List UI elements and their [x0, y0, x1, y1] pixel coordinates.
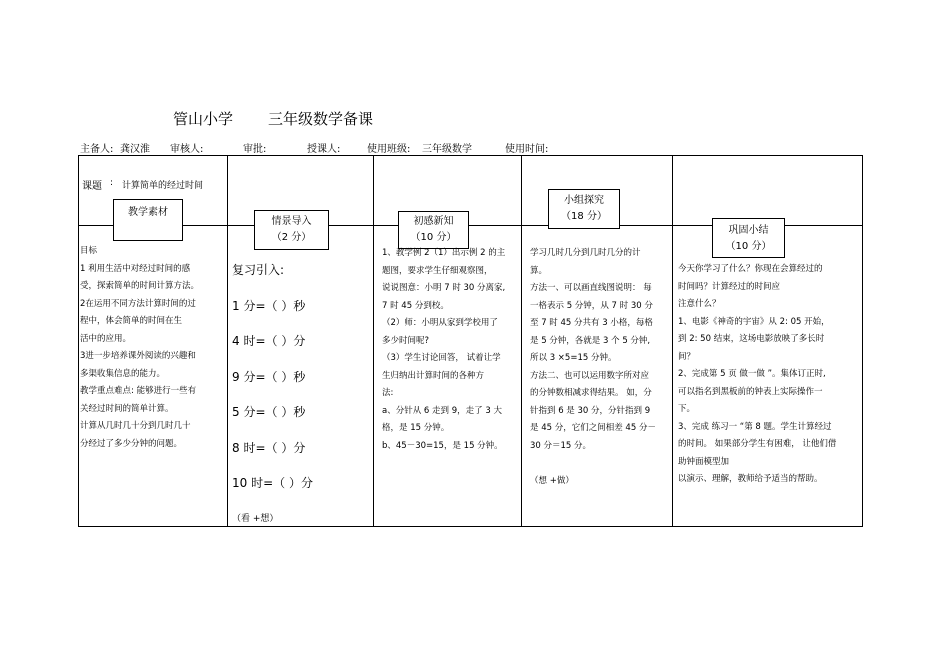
col4-line: 算。	[530, 265, 548, 276]
review-item: 8 时=（ ）分	[232, 440, 306, 455]
col4-line: 方法一、可以画直线图说明： 每	[530, 283, 652, 293]
review-item: 5 分=（ ）秒	[232, 405, 306, 419]
col4-line: 是 45 分，它们之间相差 45 分－	[530, 423, 656, 433]
topic-colon: :	[110, 178, 114, 188]
col1-line: 分经过了多少分钟的问题。	[80, 438, 183, 449]
review-item: 9 分=（ ）秒	[232, 369, 306, 384]
school-name: 管山小学	[173, 110, 234, 128]
col5-line: 间？	[678, 351, 696, 362]
group-title: 小组探究	[564, 195, 604, 206]
review-block	[232, 253, 313, 502]
col4-line	[530, 455, 656, 473]
col3-line: 生归纳出计算时间的各种方	[382, 370, 485, 381]
col4-line: 针指到 6 是 30 分，分针指到 9	[530, 405, 651, 416]
approval-label: 审批:	[243, 144, 267, 155]
topic-label: 课题	[82, 181, 102, 192]
col5-line: 今天你学习了什么？你现在会算经过的	[678, 264, 823, 274]
col1-line: 目标	[80, 246, 98, 256]
column-divider-4	[672, 155, 673, 527]
col3-line: （2）师：小明从家到学校用了	[382, 318, 498, 328]
table-top-border	[78, 155, 863, 156]
section-first	[398, 211, 469, 249]
col5-line: 2、完成第 5 页 做一做 ”。集体订正时,	[678, 369, 826, 379]
col5-line: 以演示、理解，教师给予适当的帮助。	[678, 474, 823, 484]
teacher-label: 授课人:	[307, 144, 341, 155]
col3-line: （3）学生讨论回答， 试着让学	[382, 353, 501, 363]
col3-line: 说说图意：小明 7 时 30 分离家,	[382, 283, 506, 293]
col3-line: 题图，要求学生仔细观察图，	[382, 265, 493, 276]
section-material	[113, 199, 183, 241]
section-group	[548, 189, 620, 229]
first-score: （10 分）	[410, 232, 457, 243]
group-content	[530, 245, 656, 490]
col4-line: （想 +做）	[530, 475, 574, 486]
col4-line: 是 5 分钟，各就是 3 个 5 分钟,	[530, 335, 651, 346]
col3-line: a、分针从 6 走到 9，走了 3 大	[382, 405, 502, 416]
col4-line: 学习几时几分到几时几分的计	[530, 248, 641, 258]
col4-line: 30 分＝15 分。	[530, 440, 592, 451]
material-title: 教学素材	[128, 207, 168, 218]
first-content	[382, 245, 505, 455]
col4-line: 方法二、也可以运用数字所对应	[530, 370, 650, 381]
col1-line: 受，探索简单的时间计算方法。	[80, 281, 200, 291]
summary-score: （10 分）	[725, 241, 772, 252]
material-content	[80, 243, 199, 453]
col1-line: 1 利用生活中对经过时间的感	[80, 263, 191, 274]
col3-line: 多少时间呢?	[382, 335, 430, 346]
col5-line: 的时间。 如果部分学生有困难， 让他们借	[678, 439, 837, 449]
col1-line: 教学重点难点: 能够进行一些有	[80, 386, 197, 396]
col1-line: 多渠收集信息的能力。	[80, 368, 166, 379]
col5-line: 下。	[678, 404, 696, 414]
col5-line: 1、电影《神奇的宇宙》从 2: 05 开始，	[678, 316, 830, 327]
review-title: 复习引入:	[232, 263, 285, 277]
intro-score: （2 分）	[271, 232, 312, 243]
col1-line: 3进一步培养课外阅读的兴趣和	[80, 351, 196, 361]
column-divider-1	[227, 155, 228, 527]
table-bottom-border	[78, 526, 863, 527]
col5-line: 到 2: 50 结束，这场电影放映了多长时	[678, 334, 825, 344]
first-title: 初感新知	[413, 216, 454, 227]
section-summary	[712, 218, 785, 258]
col5-line: 助钟面模型加	[678, 456, 730, 467]
review-item: 1 分=（ ）秒	[232, 298, 306, 313]
col1-line: 程中，体会简单的时间在生	[80, 316, 183, 326]
col1-line: 活中的应用。	[80, 333, 132, 344]
table-left-border	[78, 155, 79, 527]
col3-line: 格，是 15 分钟。	[382, 423, 450, 433]
summary-content	[678, 261, 836, 489]
review-note: （看 +想）	[232, 514, 279, 524]
review-item: 4 时=（ ）分	[232, 334, 306, 348]
section-intro	[254, 210, 329, 250]
preparer-label: 主备人:	[80, 144, 114, 155]
date-label: 使用时间:	[505, 144, 549, 155]
col1-line: 关经过时间的简单计算。	[80, 403, 174, 414]
col5-line: 时间吗？计算经过的时间应	[678, 281, 781, 292]
col4-line: 至 7 时 45 分共有 3 小格，每格	[530, 318, 653, 328]
class-value: 三年级数学	[422, 144, 472, 155]
col5-line: 可以指名到黑板前的钟表上实际操作一	[678, 386, 823, 397]
col3-line: 7 时 45 分到校。	[382, 300, 449, 311]
col5-line: 3、完成 练习一 “第 8 题。学生计算经过	[678, 421, 832, 432]
group-score: （18 分）	[561, 211, 607, 222]
col4-line: 的分钟数相减求得结果。 如，分	[530, 388, 652, 398]
class-label: 使用班级:	[367, 144, 411, 155]
review-item: 10 时=（ ）分	[232, 476, 313, 490]
col1-line: 2在运用不同方法计算时间的过	[80, 298, 196, 309]
column-divider-3	[521, 155, 522, 527]
col3-line: 法:	[382, 388, 394, 398]
col4-line: 所以 3 ×5=15 分钟。	[530, 353, 617, 363]
preparer-name: 龚汉淮	[120, 144, 150, 155]
summary-title: 巩固小结	[728, 225, 769, 236]
col1-line: 计算从几时几十分到几时几十	[80, 421, 191, 431]
col5-line: 注意什么？	[678, 299, 721, 309]
topic-text: 计算简单的经过时间	[122, 181, 204, 191]
table-right-border	[862, 155, 863, 527]
col3-line: 1、教学例 2（1）出示例 2 的主	[382, 248, 506, 258]
reviewer-label: 审核人:	[170, 144, 204, 155]
col3-line: b、45－30=15，是 15 分钟。	[382, 440, 503, 451]
intro-title: 情景导入	[271, 216, 312, 227]
page-title: 三年级数学备课	[268, 110, 374, 128]
column-divider-2	[373, 155, 374, 527]
col4-line: 一格表示 5 分钟，从 7 时 30 分	[530, 300, 653, 311]
